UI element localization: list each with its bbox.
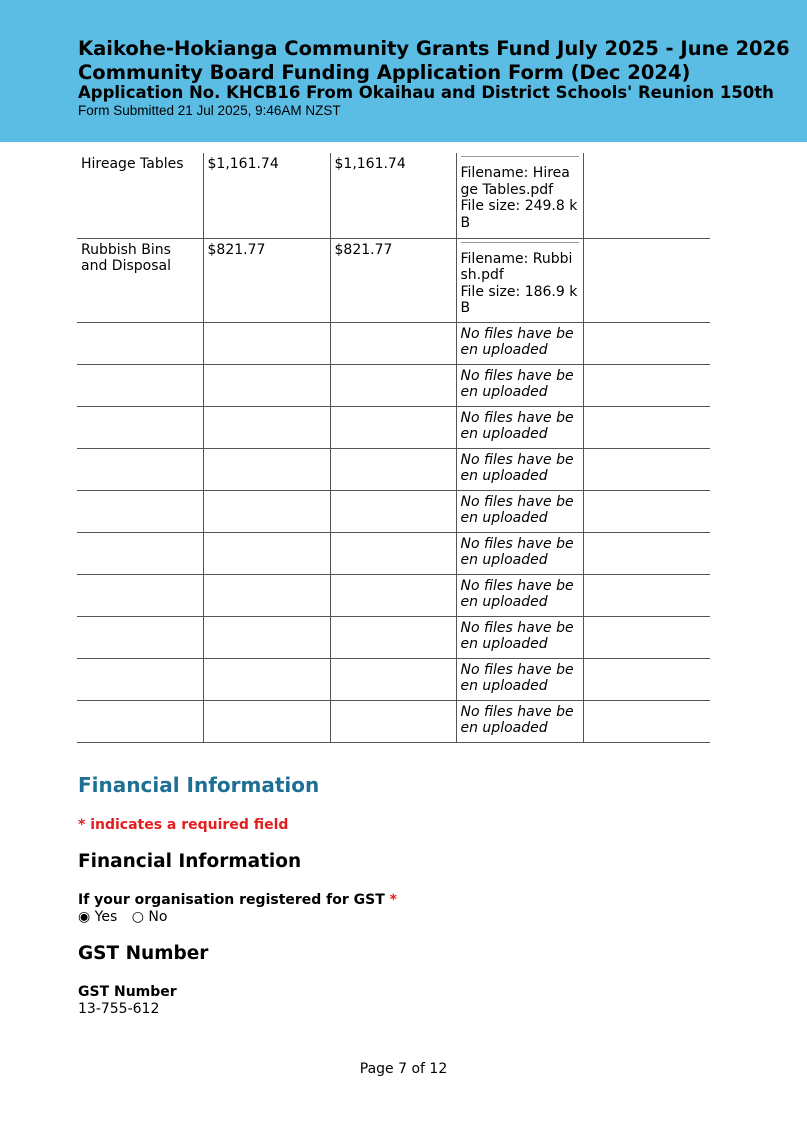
empty-cell (203, 406, 330, 448)
empty-cell (330, 364, 456, 406)
attachment-filename[interactable]: Filename: Rubbish.pdf (460, 250, 573, 283)
gst-radio-group (78, 909, 177, 925)
empty-cell (583, 153, 710, 238)
empty-cell (330, 700, 456, 742)
empty-cell (203, 322, 330, 364)
cost-item: Rubbish Bins and Disposal (77, 238, 203, 322)
attachment-cell (456, 153, 583, 238)
empty-cell (583, 700, 710, 742)
empty-cell (330, 406, 456, 448)
empty-cell (583, 406, 710, 448)
no-files-message: No files have been uploaded (456, 700, 583, 742)
no-files-message: No files have been uploaded (456, 574, 583, 616)
empty-cell (203, 658, 330, 700)
empty-cell (77, 406, 203, 448)
radio-no-label: No (148, 909, 168, 925)
attachment-filesize: File size: 249.8 kB (460, 198, 578, 231)
table-row (77, 490, 710, 532)
page-number: Page 7 of 12 (359, 1061, 448, 1077)
empty-cell (330, 448, 456, 490)
required-field-note: * indicates a required field (78, 817, 289, 833)
attachment-cell (456, 238, 583, 322)
empty-cell (203, 364, 330, 406)
empty-cell (77, 448, 203, 490)
table-row (77, 616, 710, 658)
empty-cell (77, 574, 203, 616)
empty-cell (330, 532, 456, 574)
no-files-message: No files have been uploaded (456, 364, 583, 406)
attachment-divider (461, 156, 579, 157)
empty-cell (583, 490, 710, 532)
cost-amount: $821.77 (203, 238, 330, 322)
empty-cell (77, 700, 203, 742)
no-files-message: No files have been uploaded (456, 448, 583, 490)
empty-cell (77, 322, 203, 364)
empty-cell (583, 616, 710, 658)
radio-no[interactable] (132, 909, 168, 925)
empty-cell (583, 532, 710, 574)
no-files-message: No files have been uploaded (456, 406, 583, 448)
submitted-timestamp: Form Submitted 21 Jul 2025, 9:46AM NZST (78, 103, 341, 118)
table-row (77, 700, 710, 742)
table-row (77, 448, 710, 490)
empty-cell (330, 658, 456, 700)
table-row (77, 658, 710, 700)
empty-cell (583, 364, 710, 406)
attachment-filesize: File size: 186.9 kB (460, 283, 578, 316)
no-files-message: No files have been uploaded (456, 322, 583, 364)
empty-cell (77, 490, 203, 532)
radio-yes-label: Yes (94, 909, 118, 925)
empty-cell (77, 658, 203, 700)
empty-cell (203, 574, 330, 616)
empty-cell (583, 238, 710, 322)
empty-cell (330, 574, 456, 616)
cost-item: Hireage Tables (77, 153, 203, 238)
page-header (0, 0, 807, 142)
empty-cell (203, 700, 330, 742)
empty-cell (77, 364, 203, 406)
no-files-message: No files have been uploaded (456, 532, 583, 574)
gst-number-title: GST Number (78, 943, 209, 964)
empty-cell (77, 616, 203, 658)
table-row (77, 153, 710, 238)
form-title-line1: Kaikohe-Hokianga Community Grants Fund July 2025 - June 2026 (78, 37, 790, 60)
no-files-message: No files have been uploaded (456, 490, 583, 532)
attachment-filename[interactable]: Filename: Hireage Tables.pdf (460, 165, 570, 198)
empty-cell (203, 490, 330, 532)
cost-amount-requested: $1,161.74 (330, 153, 456, 238)
no-files-message: No files have been uploaded (456, 616, 583, 658)
gst-number-value: 13-755-612 (78, 1001, 160, 1017)
costs-table (77, 153, 710, 743)
empty-cell (330, 322, 456, 364)
cost-amount: $1,161.74 (203, 153, 330, 238)
gst-question-label (78, 892, 397, 908)
gst-number-label: GST Number (78, 984, 177, 1000)
empty-cell (330, 490, 456, 532)
empty-cell (583, 322, 710, 364)
table-row (77, 532, 710, 574)
empty-cell (583, 574, 710, 616)
empty-cell (330, 616, 456, 658)
empty-cell (203, 448, 330, 490)
table-row (77, 364, 710, 406)
empty-cell (583, 658, 710, 700)
radio-selected-icon: ◉ (78, 909, 91, 925)
empty-cell (77, 532, 203, 574)
form-title-line2: Community Board Funding Application Form (Dec 2024) (78, 61, 691, 84)
table-row (77, 322, 710, 364)
empty-cell (203, 616, 330, 658)
table-row (77, 406, 710, 448)
gst-question-text: If your organisation registered for GST (78, 892, 385, 908)
application-number: Application No. KHCB16 From Okaihau and District Schools' Reunion 150th (78, 83, 774, 102)
radio-unselected-icon: ○ (131, 909, 144, 925)
required-asterisk: * (389, 892, 397, 908)
cost-amount-requested: $821.77 (330, 238, 456, 322)
section-title: Financial Information (78, 773, 320, 797)
attachment-divider (461, 242, 579, 243)
empty-cell (583, 448, 710, 490)
radio-yes[interactable] (78, 909, 117, 925)
no-files-message: No files have been uploaded (456, 658, 583, 700)
subsection-title: Financial Information (78, 851, 302, 872)
table-row (77, 238, 710, 322)
empty-cell (203, 532, 330, 574)
table-row (77, 574, 710, 616)
